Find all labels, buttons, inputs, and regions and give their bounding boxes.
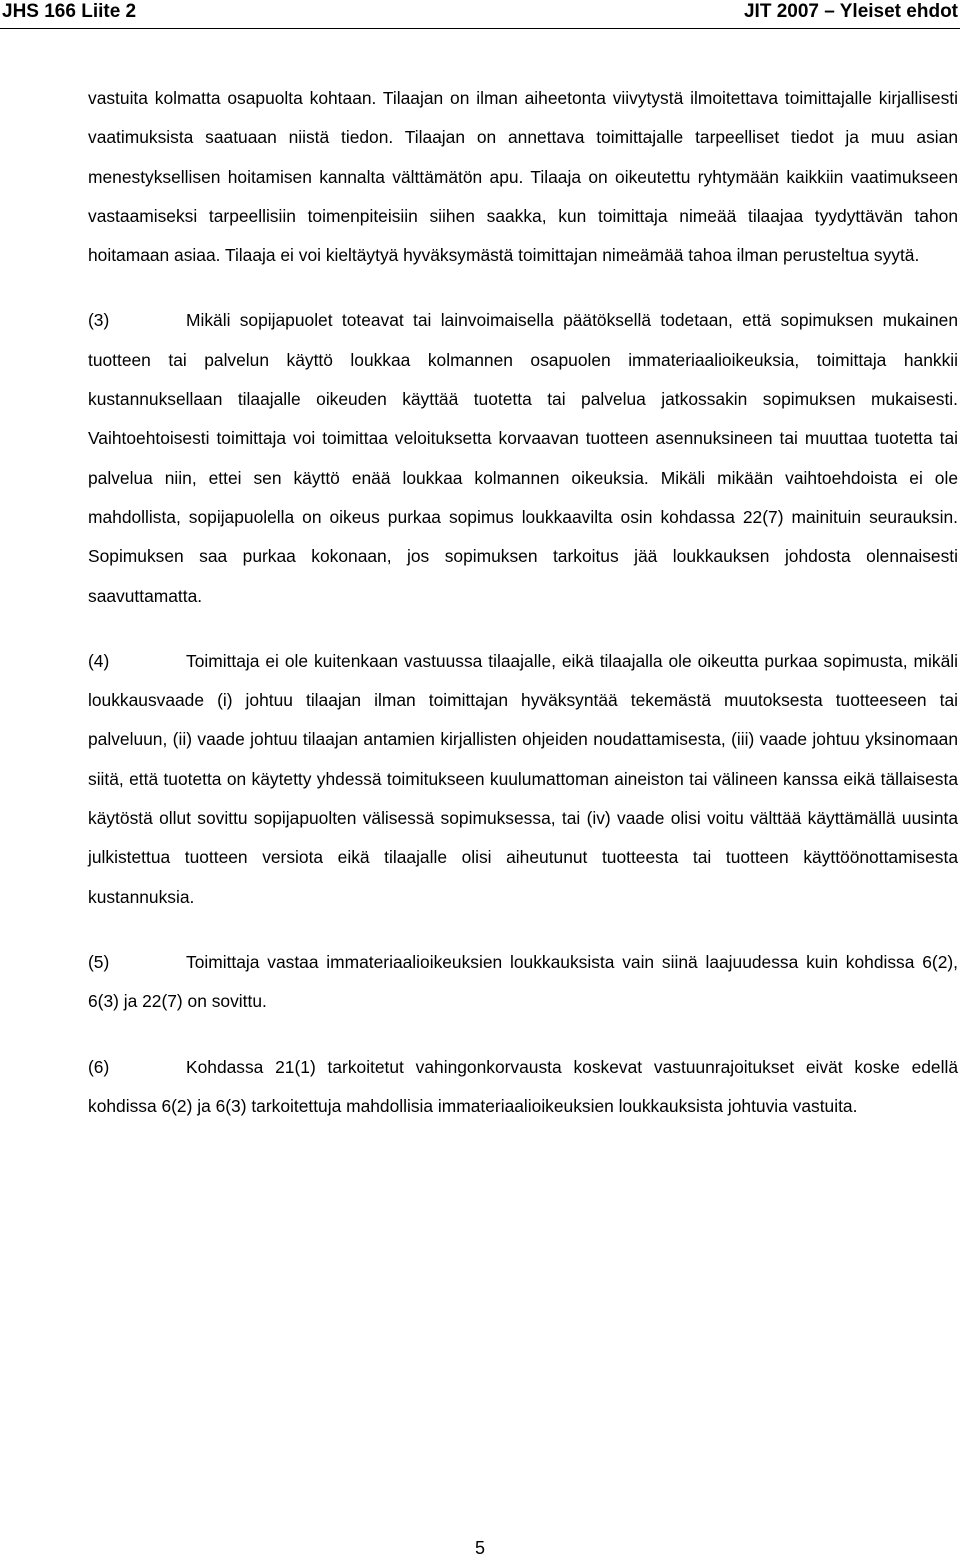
page-header — [0, 0, 960, 30]
document-title: JIT 2007 – Yleiset ehdot — [743, 1, 958, 22]
document-code: JHS 166 Liite 2 — [2, 1, 137, 22]
paragraph-5 — [88, 943, 958, 1022]
paragraph-number: (4) — [88, 650, 110, 671]
header-divider — [0, 28, 960, 29]
intro-paragraph: vastuita kolmatta osapuolta kohtaan. Tilaajan on ilman aiheetonta viivytystä ilmoitettava toimittajalle kirjallisesti vaatimuksista saatuaan niistä tiedon. Tilaajan on annettava toimittajalle tarpeelliset tiedot ja muu asian menestyksellisen hoitamisen kannalta välttämätön apu. Tilaaja on oikeutettu ryhtymään kaikkiin vaatimukseen vastaamiseksi tarpeellisiin toimenpiteisiin siihen saakka, kun toimittaja nimeää tilaajaa tyydyttävän tahon hoitamaan asiaa. Tilaaja ei voi kieltäytyä hyväksymästä toimittajan nimeämää tahoa ilman perusteltua syytä. — [88, 88, 958, 266]
paragraph-text: Toimittaja vastaa immateriaalioikeuksien loukkauksista vain siinä laajuudessa kuin kohdissa 6(2), 6(3) ja 22(7) on sovittu. — [88, 951, 958, 1012]
paragraph-number: (5) — [88, 951, 110, 972]
paragraph-4 — [88, 642, 958, 917]
document-body — [88, 79, 958, 1126]
paragraph-text: Mikäli sopijapuolet toteavat tai lainvoimaisella päätöksellä todetaan, että sopimuksen mukainen tuotteen tai palvelun käyttö loukkaa kolmannen osapuolen immateriaalioikeuksia, toimittaja hankkii kustannuksellaan tilaajalle oikeuden käyttää tuotetta tai palvelua jatkossakin sopimuksen mukaisesti. Vaihtoehtoisesti toimittaja voi toimittaa veloituksetta korvaavan tuotteen asennuksineen tai muuttaa tuotetta tai palvelua niin, ettei sen käyttö enää loukkaa kolmannen oikeuksia. Mikäli mikään vaihtoehdoista ei ole mahdollista, sopijapuolella on oikeus purkaa sopimus loukkaavilta osin kohdassa 22(7) mainituin seurauksin. Sopimuksen saa purkaa kokonaan, jos sopimuksen tarkoitus jää loukkauksen johdosta olennaisesti saavuttamatta. — [88, 310, 958, 606]
page-number: 5 — [474, 1538, 485, 1558]
paragraph-text: Toimittaja ei ole kuitenkaan vastuussa tilaajalle, eikä tilaajalla ole oikeutta purkaa sopimusta, mikäli loukkausvaade (i) johtuu tilaajan ilman toimittajan hyväksyntää tekemästä muutoksesta tuotteeseen tai palveluun, (ii) vaade johtuu tilaajan antamien kirjallisten ohjeiden noudattamisesta, (iii) vaade johtuu yksinomaan siitä, että tuotetta on käytetty yhdessä toimitukseen kuulumattoman aineiston tai välineen kanssa eikä tällaisesta käytöstä ollut sovittu sopijapuolten välisessä sopimuksessa, tai (iv) vaade olisi voitu välttää käyttämällä uusinta julkistettua tuotteen versiota eikä tilaajalle olisi aiheutunut tuotteesta tai tuotteen käyttöönottamisesta kustannuksia. — [88, 650, 958, 907]
paragraph-number: (6) — [88, 1056, 110, 1077]
paragraph-number: (3) — [88, 310, 110, 331]
paragraph-text: Kohdassa 21(1) tarkoitetut vahingonkorvausta koskevat vastuunrajoitukset eivät koske edellä kohdissa 6(2) ja 6(3) tarkoitettuja mahdollisia immateriaalioikeuksien loukkauksista johtuvia vastuita. — [88, 1056, 958, 1116]
paragraph-3 — [88, 301, 958, 615]
paragraph-6 — [88, 1048, 958, 1127]
